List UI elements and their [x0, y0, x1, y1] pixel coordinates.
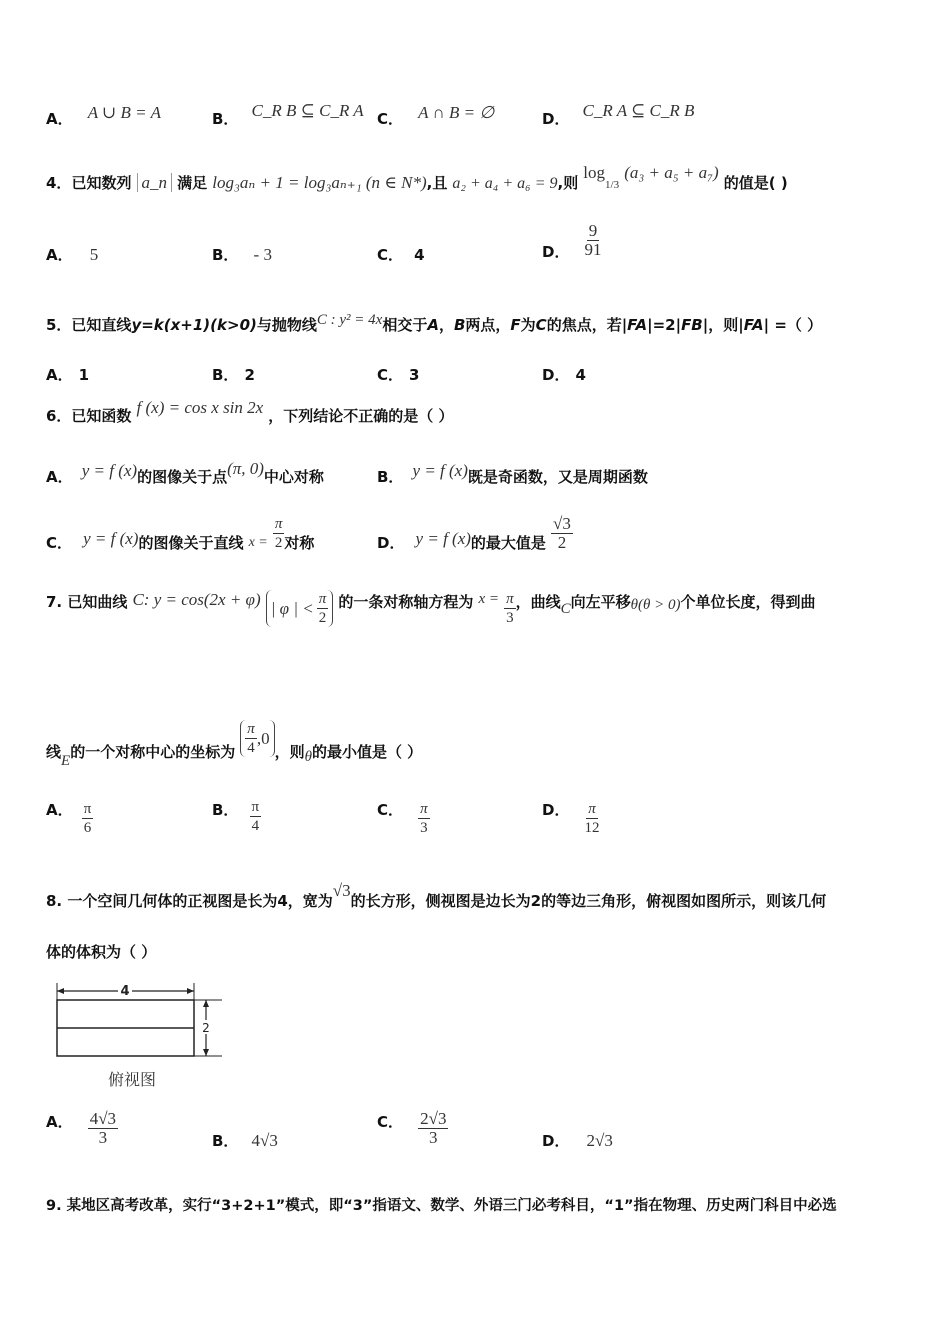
q7-stem-line2: [46, 710, 423, 769]
arrow-up: [203, 1000, 209, 1007]
numerator: π: [506, 591, 514, 607]
option-label: D．: [542, 801, 570, 819]
option-label: D．: [542, 1132, 570, 1150]
point-fraction: [245, 720, 257, 757]
numerator: π: [318, 591, 327, 607]
stem-text: 7. 已知曲线: [46, 593, 128, 611]
stem-text: | =（ ）: [763, 316, 823, 334]
parabola-expr: C : y² = 4x: [316, 312, 383, 328]
option-text: 的最大值是: [470, 534, 546, 552]
q6-stem: [46, 398, 454, 426]
option-label: B．: [212, 110, 239, 128]
option-label: B．: [212, 246, 239, 264]
line-expr: x =: [248, 535, 268, 550]
function-expr: f (x) = cos x sin 2x: [136, 398, 264, 417]
condition-text: | φ | <: [270, 598, 314, 618]
point-f: F: [510, 316, 521, 334]
stem-text: 的长方形，侧视图是边长为2的等边三角形，俯视图如图所示，则该几何: [350, 892, 827, 910]
sqrt-expr: √3: [332, 881, 351, 900]
option-expr: y = f (x): [412, 461, 468, 480]
denominator: 4: [251, 818, 260, 834]
q6-option-c[interactable]: [46, 515, 314, 552]
option-label: C．: [46, 534, 73, 552]
option-value: 5: [89, 245, 99, 264]
stem-text: |，则|: [702, 316, 744, 334]
option-value: 2√3: [586, 1131, 613, 1150]
option-label: C．: [377, 110, 404, 128]
numerator: 2√3: [420, 1109, 447, 1128]
stem-text: 已知数列: [71, 174, 132, 192]
condition-fraction: [317, 590, 329, 627]
option-value: - 3: [253, 245, 272, 264]
option-text: 中心对称: [263, 468, 324, 486]
numerator: π: [274, 516, 283, 532]
stem-text: ，则: [274, 743, 305, 761]
option-fraction: [250, 798, 262, 835]
option-value: 2: [244, 366, 255, 384]
option-label: C．: [377, 1113, 404, 1131]
option-label: D．: [377, 534, 405, 552]
option-expr: y = f (x): [83, 529, 139, 548]
option-label: D．: [542, 110, 570, 128]
option-label: B．: [377, 468, 404, 486]
numerator: π: [420, 801, 428, 817]
option-label: B．: [212, 801, 239, 819]
q6-option-a[interactable]: [46, 459, 324, 487]
option-text: 既是奇函数，又是周期函数: [467, 468, 648, 486]
q5-stem: [46, 312, 822, 339]
denominator: 91: [584, 240, 602, 259]
point-a: A: [427, 316, 439, 334]
curve-c: C: [560, 601, 571, 617]
q3-option-a[interactable]: [46, 103, 161, 129]
condition-expr: [266, 590, 334, 627]
q9-stem: 9. 某地区高考改革，实行“3+2+1”模式，即“3”指语文、数学、外语三门必考科目，“1”指在物理、历史两门科目中必选: [46, 1198, 837, 1214]
option-fraction: [273, 515, 285, 552]
q4-option-b[interactable]: [212, 244, 272, 265]
numerator: π: [251, 799, 260, 815]
option-fraction: [82, 800, 94, 837]
denominator: 3: [98, 1128, 108, 1147]
q4-option-a[interactable]: [46, 244, 98, 265]
sum-expr: a₂ + a₄ + a₆ = 9: [452, 175, 558, 192]
q3-option-c[interactable]: [377, 103, 495, 129]
q7-stem-line1: [46, 590, 816, 637]
denominator: 4: [247, 740, 255, 756]
q5-option-d[interactable]: [542, 364, 586, 385]
stem-text: 6．已知函数: [46, 407, 132, 425]
stem-text: 的一条对称轴方程为: [338, 593, 474, 611]
height-label: 2: [202, 1021, 210, 1035]
q7-option-b[interactable]: [212, 798, 261, 835]
numerator: π: [588, 801, 596, 817]
q3-option-b[interactable]: [212, 101, 364, 129]
stem-text: ，下列结论不正确的是（ ）: [268, 407, 454, 425]
option-label: C．: [377, 246, 404, 264]
log-argument: (a₃ + a₅ + a₇): [624, 163, 719, 182]
q6-option-d[interactable]: [377, 515, 573, 552]
condition-expr: log₃aₙ + 1 = log₃aₙ₊₁ (n ∈ N*): [212, 173, 427, 192]
q8-option-d[interactable]: [542, 1130, 613, 1151]
denominator: 3: [420, 820, 428, 836]
q7-option-d[interactable]: [542, 800, 600, 837]
option-value: 3: [409, 366, 420, 384]
q4-stem: [46, 163, 788, 200]
q6-option-b[interactable]: [377, 461, 648, 487]
sequence-expr: a_n: [137, 173, 173, 192]
stem-text: 的焦点，若|: [546, 316, 628, 334]
q4-option-d[interactable]: [542, 222, 602, 259]
option-expr: A ∩ B = ∅: [418, 103, 495, 122]
stem-text: 个单位长度，得到曲: [680, 593, 816, 611]
point-tail: ,0: [256, 728, 270, 748]
denominator: 2: [557, 533, 567, 552]
q8-stem-line2: 体的体积为（ ）: [46, 943, 157, 961]
q4-option-c[interactable]: [377, 244, 425, 265]
log-word: log: [583, 163, 606, 182]
theta: θ: [304, 749, 312, 765]
q8-option-b[interactable]: [212, 1130, 278, 1151]
stem-text: |=2|: [647, 316, 682, 334]
option-text: 对称: [284, 534, 315, 552]
line-expr: y=k(x+1)(k>0): [131, 316, 257, 334]
denominator: 3: [506, 610, 514, 626]
option-fraction: [551, 515, 573, 552]
question-number: 4．: [46, 174, 72, 192]
q8-stem-line1: [46, 880, 827, 910]
q7-option-c[interactable]: [377, 800, 430, 837]
stem-text: 向左平移: [570, 593, 631, 611]
width-label: 4: [120, 984, 130, 999]
stem-text: ，曲线: [515, 593, 561, 611]
stem-text: ，: [438, 316, 454, 334]
numerator: π: [83, 801, 92, 817]
stem-text: 满足: [177, 174, 208, 192]
q8-option-c[interactable]: [377, 1110, 448, 1147]
option-label: A．: [46, 110, 73, 128]
numerator: π: [247, 721, 255, 737]
option-fraction: [585, 800, 600, 837]
option-fraction: [585, 222, 602, 259]
log-base: 1/3: [605, 179, 620, 191]
figure-caption: 俯视图: [108, 1070, 157, 1089]
option-expr: y = f (x): [81, 461, 138, 480]
axis-expr: x =: [478, 591, 499, 607]
segment-fb: FB: [681, 316, 703, 334]
option-value: 4: [575, 366, 586, 384]
option-text: 的图像关于直线: [138, 534, 244, 552]
top-view-figure: [52, 978, 232, 1058]
stem-text: 线: [46, 743, 62, 761]
denominator: 3: [429, 1128, 438, 1147]
option-value: 4√3: [251, 1131, 278, 1150]
option-label: C．: [377, 801, 404, 819]
option-label: A．: [46, 246, 73, 264]
log-expr: [583, 158, 619, 190]
option-fraction: [418, 800, 430, 837]
option-expr: C_R A ⊆ C_R B: [582, 101, 695, 120]
q5-option-a[interactable]: [46, 364, 89, 385]
q8-option-a[interactable]: [46, 1110, 118, 1147]
option-fraction: [418, 1110, 448, 1147]
stem-text: 的值是( ): [723, 174, 788, 192]
option-expr: A ∪ B = A: [87, 103, 161, 122]
option-label: D．: [542, 243, 570, 261]
denominator: 2: [274, 535, 283, 551]
arrow-left: [57, 988, 64, 994]
q3-option-d[interactable]: [542, 101, 695, 129]
center-point-expr: [240, 720, 274, 757]
stem-text: 为: [520, 316, 536, 334]
stem-text: 的一个对称中心的坐标为: [70, 743, 236, 761]
stem-text: 5．已知直线: [46, 316, 132, 334]
option-label: A．: [46, 1113, 73, 1131]
q7-option-a[interactable]: [46, 800, 93, 837]
point-expr: (π, 0): [227, 459, 264, 478]
option-expr: y = f (x): [415, 529, 471, 548]
numerator: 9: [588, 221, 598, 240]
q5-option-c[interactable]: [377, 364, 419, 385]
curve-expr: C: y = cos(2x + φ): [132, 590, 261, 609]
option-label: A．: [46, 366, 73, 384]
stem-text: 8. 一个空间几何体的正视图是长为4，宽为: [46, 892, 333, 910]
stem-text: 与抛物线: [256, 316, 317, 334]
option-fraction: [88, 1110, 118, 1147]
numerator: 4√3: [89, 1109, 117, 1128]
axis-fraction: [504, 590, 516, 627]
arrow-right: [187, 988, 194, 994]
option-label: D．: [542, 366, 570, 384]
numerator: √3: [553, 514, 571, 533]
point-b: B: [453, 316, 466, 334]
option-label: B．: [212, 1132, 239, 1150]
stem-text: 两点，: [465, 316, 511, 334]
denominator: 2: [318, 610, 327, 626]
shift-expr: θ(θ > 0): [630, 597, 681, 613]
option-label: A．: [46, 801, 73, 819]
option-label: A．: [46, 468, 73, 486]
segment-fa: FA: [627, 316, 648, 334]
curve-e: E: [61, 753, 71, 769]
curve-c: C: [535, 316, 547, 334]
segment-fa: FA: [743, 316, 764, 334]
stem-text: ,则: [557, 174, 579, 192]
option-text: 的图像关于点: [137, 468, 228, 486]
option-label: C．: [377, 366, 404, 384]
stem-text: ,且: [426, 174, 448, 192]
option-label: B．: [212, 366, 239, 384]
stem-text: 的最小值是（ ）: [311, 743, 423, 761]
option-expr: C_R B ⊆ C_R A: [251, 101, 364, 120]
q5-option-b[interactable]: [212, 364, 255, 385]
stem-text: 相交于: [382, 316, 428, 334]
denominator: 12: [584, 820, 600, 836]
option-value: 4: [414, 246, 425, 264]
arrow-down: [203, 1049, 209, 1056]
denominator: 6: [83, 820, 92, 836]
option-value: 1: [78, 366, 90, 384]
